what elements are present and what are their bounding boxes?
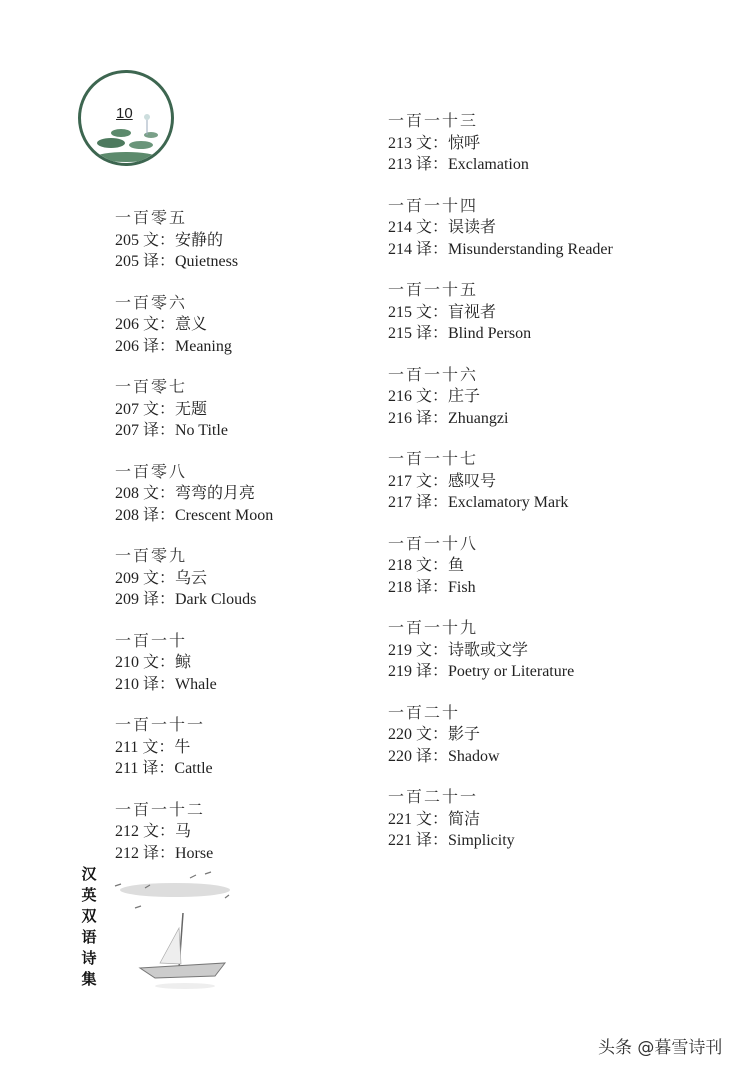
chinese-title: 216 文：庄子: [388, 388, 481, 405]
chinese-title: 220 文：影子: [388, 726, 481, 743]
english-title: 215 译：Blind Person: [388, 325, 532, 342]
english-title: 213 译：Exclamation: [388, 156, 529, 173]
poem-entry: [388, 196, 618, 261]
chinese-title: 208 文：弯弯的月亮: [115, 485, 256, 502]
poem-entry: [388, 111, 618, 176]
english-title: 210 译：Whale: [115, 675, 217, 693]
chinese-title: 209 文：乌云: [115, 569, 208, 587]
english-title: 207 译：No Title: [115, 422, 228, 439]
poem-entry: [115, 377, 345, 442]
english-title: 219 译：Poetry or Literature: [388, 663, 575, 680]
side-book-title: [78, 864, 100, 990]
english-title: 216 译：Zhuangzi: [388, 409, 509, 427]
chinese-title: 210 文：鲸: [115, 654, 192, 671]
poem-entry: [115, 546, 345, 611]
poem-entry: [388, 449, 618, 514]
chinese-title: 211 文：牛: [115, 738, 191, 756]
english-title: 211 译：Cattle: [115, 760, 213, 777]
poem-number-title: 一百一十: [115, 632, 188, 650]
poem-number-title: 一百零七: [115, 379, 188, 396]
poem-number-title: 一百零六: [115, 294, 188, 312]
left-column: [115, 208, 345, 884]
poem-entry: [388, 618, 618, 683]
poem-entry: [388, 703, 618, 768]
side-title-char: 英: [81, 886, 97, 904]
poem-entry: [115, 462, 345, 527]
page-number-badge: [78, 70, 174, 166]
side-title-char: 语: [81, 928, 97, 946]
chinese-title: 215 文：盲视者: [388, 303, 497, 321]
english-title: 208 译：Crescent Moon: [115, 506, 274, 524]
poem-number-title: 一百一十五: [388, 282, 479, 299]
sailboat-illustration-icon: [105, 868, 240, 998]
english-title: 217 译：Exclamatory Mark: [388, 494, 569, 511]
page-number: 10: [116, 105, 133, 122]
english-title: 218 译：Fish: [388, 578, 476, 596]
poem-entry: [388, 787, 618, 852]
poem-number-title: 一百一十七: [388, 451, 479, 468]
side-title-char: 诗: [81, 949, 97, 967]
side-title-char: 双: [81, 907, 97, 925]
english-title: 221 译：Simplicity: [388, 832, 515, 849]
poem-entry: [388, 534, 618, 599]
poem-number-title: 一百一十一: [115, 717, 206, 734]
watermark: 头条 @暮雪诗刊: [598, 1038, 723, 1058]
poem-number-title: 一百一十二: [115, 801, 206, 819]
chinese-title: 213 文：惊呼: [388, 134, 481, 152]
side-title-char: 集: [81, 970, 97, 988]
chinese-title: 206 文：意义: [115, 316, 208, 333]
chinese-title: 219 文：诗歌或文学: [388, 641, 529, 659]
poem-number-title: 一百一十六: [388, 366, 479, 384]
poem-entry: [388, 280, 618, 345]
side-title-char: 汉: [81, 865, 97, 883]
poem-entry: [115, 715, 345, 780]
chinese-title: 214 文：误读者: [388, 219, 497, 236]
poem-entry: [115, 800, 345, 865]
poem-entry: [115, 631, 345, 696]
english-title: 205 译：Quietness: [115, 253, 239, 270]
poem-number-title: 一百一十三: [388, 113, 479, 130]
chinese-title: 212 文：马: [115, 823, 192, 840]
english-title: 206 译：Meaning: [115, 337, 232, 355]
chinese-title: 207 文：无题: [115, 400, 208, 418]
poem-number-title: 一百二十: [388, 704, 461, 722]
english-title: 214 译：Misunderstanding Reader: [388, 240, 613, 258]
poem-number-title: 一百一十九: [388, 620, 479, 637]
chinese-title: 205 文：安静的: [115, 231, 224, 249]
poem-number-title: 一百零九: [115, 548, 188, 565]
chinese-title: 218 文：鱼: [388, 557, 465, 574]
chinese-title: 221 文：简洁: [388, 810, 481, 828]
english-title: 212 译：Horse: [115, 844, 214, 862]
poem-number-title: 一百一十八: [388, 535, 479, 553]
chinese-title: 217 文：感叹号: [388, 472, 497, 490]
english-title: 209 译：Dark Clouds: [115, 591, 257, 608]
poem-entry: [388, 365, 618, 430]
poem-number-title: 一百零八: [115, 463, 188, 481]
right-column: [388, 111, 618, 872]
english-title: 220 译：Shadow: [388, 747, 500, 765]
poem-number-title: 一百一十四: [388, 197, 479, 215]
poem-number-title: 一百二十一: [388, 789, 479, 806]
poem-entry: [115, 208, 345, 273]
poem-number-title: 一百零五: [115, 210, 188, 227]
poem-entry: [115, 293, 345, 358]
